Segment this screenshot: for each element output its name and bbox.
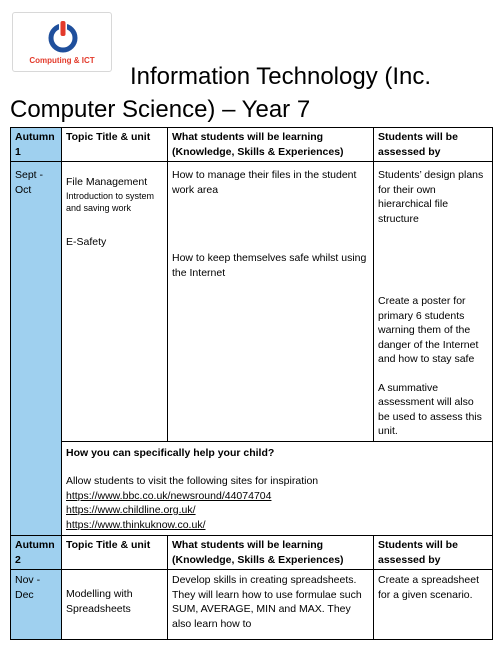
help-row: [11, 441, 493, 536]
term-period: Nov - Dec: [11, 570, 62, 640]
assessment-item: Students’ design plans for their own hierarchical file structure: [378, 169, 484, 225]
learning-header: What students will be learning (Knowledge, Skills & Experiences): [168, 128, 374, 162]
topic-modelling: Modelling with Spreadsheets: [62, 570, 168, 640]
table-header-row: [11, 536, 493, 570]
topic-header: Topic Title & unit: [62, 536, 168, 570]
topic-cell: [62, 162, 168, 442]
page-title-line-1: Information Technology (Inc.: [130, 63, 432, 90]
learning-item: Develop skills in creating spreadsheets. They will learn how to use formulae such SUM, AVERAGE, MIN and MAX. They also learn how to: [168, 570, 374, 640]
logo-text: Computing & ICT: [29, 56, 95, 65]
help-cell: [62, 441, 493, 536]
topic-file-management: File Management: [66, 176, 148, 188]
topic-subtitle: Introduction to system and saving work: [66, 190, 155, 213]
topic-header: Topic Title & unit: [62, 128, 168, 162]
learning-header: What students will be learning (Knowledge, Skills & Experiences): [168, 536, 374, 570]
link-bbc-newsround[interactable]: https://www.bbc.co.uk/newsround/44074704: [66, 489, 272, 502]
help-text: Allow students to visit the following sites for inspiration: [66, 475, 319, 487]
assessment-item: Create a spreadsheet for a given scenario.: [374, 570, 493, 640]
link-thinkuknow[interactable]: https://www.thinkuknow.co.uk/: [66, 518, 206, 531]
table-row: [11, 162, 493, 442]
computing-ict-logo: [12, 12, 112, 72]
assessed-header: Students will be assessed by: [374, 128, 493, 162]
term-header: Autumn 1: [11, 128, 62, 162]
help-heading: How you can specifically help your child?: [66, 446, 275, 459]
curriculum-table: [10, 127, 493, 640]
learning-cell: [168, 162, 374, 442]
learning-item: How to manage their files in the student work area: [172, 169, 357, 196]
table-row: [11, 570, 493, 640]
power-icon: [47, 19, 79, 53]
assessment-item: Create a poster for primary 6 students warning them of the danger of the Internet and how to stay safe: [378, 295, 479, 365]
term-period: Sept - Oct: [11, 162, 62, 536]
table-header-row: [11, 128, 493, 162]
page-title-line-2: Computer Science) – Year 7: [10, 96, 311, 123]
topic-esafety: E-Safety: [66, 235, 107, 248]
assessed-cell: [374, 162, 493, 442]
assessed-header: Students will be assessed by: [374, 536, 493, 570]
term-header: Autumn 2: [11, 536, 62, 570]
assessment-item: A summative assessment will also be used to assess this unit.: [378, 381, 482, 437]
link-childline[interactable]: https://www.childline.org.uk/: [66, 504, 196, 516]
learning-item: How to keep themselves safe whilst using the Internet: [172, 252, 367, 279]
